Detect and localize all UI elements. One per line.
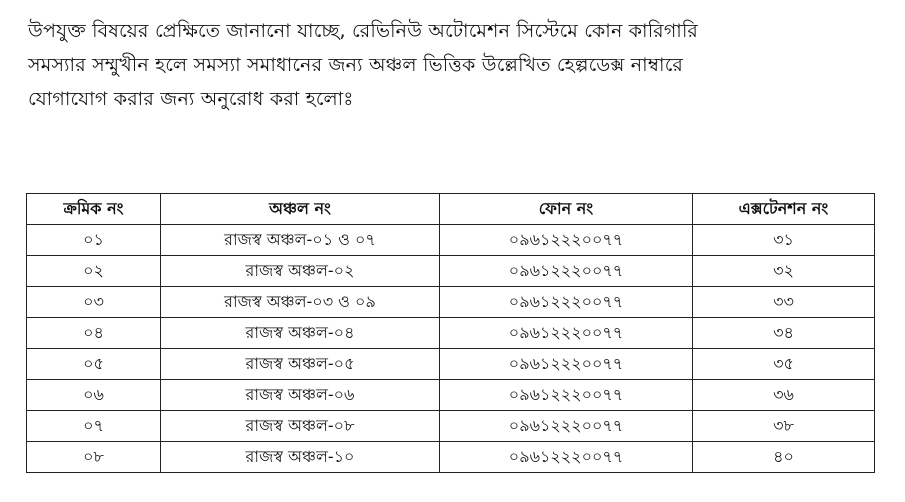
cell-zone: রাজস্ব অঞ্চল-০৬ (161, 380, 440, 411)
cell-extension: ৩৮ (693, 411, 875, 442)
table-row (27, 380, 875, 411)
cell-serial: ০৫ (27, 349, 161, 380)
cell-phone: ০৯৬১২২২০০৭৭ (440, 411, 693, 442)
cell-extension: ৩৩ (693, 287, 875, 318)
cell-extension: ৩১ (693, 225, 875, 256)
helpdesk-table (26, 193, 875, 473)
cell-serial: ০১ (27, 225, 161, 256)
cell-zone: রাজস্ব অঞ্চল-০১ ও ০৭ (161, 225, 440, 256)
table-header-row (27, 194, 875, 225)
cell-serial: ০৮ (27, 442, 161, 473)
cell-extension: ৩৪ (693, 318, 875, 349)
cell-extension: ৩২ (693, 256, 875, 287)
cell-phone: ০৯৬১২২২০০৭৭ (440, 442, 693, 473)
notice-paragraph (28, 14, 888, 116)
table-row (27, 225, 875, 256)
header-zone-no: অঞ্চল নং (161, 194, 440, 225)
cell-phone: ০৯৬১২২২০০৭৭ (440, 287, 693, 318)
cell-extension: ৩৬ (693, 380, 875, 411)
cell-zone: রাজস্ব অঞ্চল-০৮ (161, 411, 440, 442)
cell-phone: ০৯৬১২২২০০৭৭ (440, 380, 693, 411)
table-row (27, 318, 875, 349)
table-row (27, 411, 875, 442)
cell-zone: রাজস্ব অঞ্চল-১০ (161, 442, 440, 473)
notice-line: যোগাযোগ করার জন্য অনুরোধ করা হলোঃ (28, 88, 354, 110)
cell-phone: ০৯৬১২২২০০৭৭ (440, 318, 693, 349)
cell-serial: ০৬ (27, 380, 161, 411)
cell-phone: ০৯৬১২২২০০৭৭ (440, 256, 693, 287)
table-row (27, 256, 875, 287)
cell-zone: রাজস্ব অঞ্চল-০২ (161, 256, 440, 287)
cell-extension: ৪০ (693, 442, 875, 473)
header-extension-no: এক্সটেনশন নং (693, 194, 875, 225)
cell-serial: ০২ (27, 256, 161, 287)
cell-serial: ০৪ (27, 318, 161, 349)
cell-zone: রাজস্ব অঞ্চল-০৩ ও ০৯ (161, 287, 440, 318)
cell-phone: ০৯৬১২২২০০৭৭ (440, 349, 693, 380)
cell-serial: ০৩ (27, 287, 161, 318)
table-row (27, 349, 875, 380)
cell-zone: রাজস্ব অঞ্চল-০৪ (161, 318, 440, 349)
notice-line: সমস্যার সম্মুখীন হলে সমস্যা সমাধানের জন্য অঞ্চল ভিত্তিক উল্লেখিত হেল্পডেক্স নাম্বারে (28, 54, 684, 76)
cell-serial: ০৭ (27, 411, 161, 442)
table-row (27, 442, 875, 473)
notice-line: উপযুক্ত বিষয়ের প্রেক্ষিতে জানানো যাচ্ছে, রেভিনিউ অটোমেশন সিস্টেমে কোন কারিগারি (28, 20, 699, 42)
cell-extension: ৩৫ (693, 349, 875, 380)
header-phone-no: ফোন নং (440, 194, 693, 225)
cell-zone: রাজস্ব অঞ্চল-০৫ (161, 349, 440, 380)
header-serial-no: ক্রমিক নং (27, 194, 161, 225)
cell-phone: ০৯৬১২২২০০৭৭ (440, 225, 693, 256)
table-row (27, 287, 875, 318)
